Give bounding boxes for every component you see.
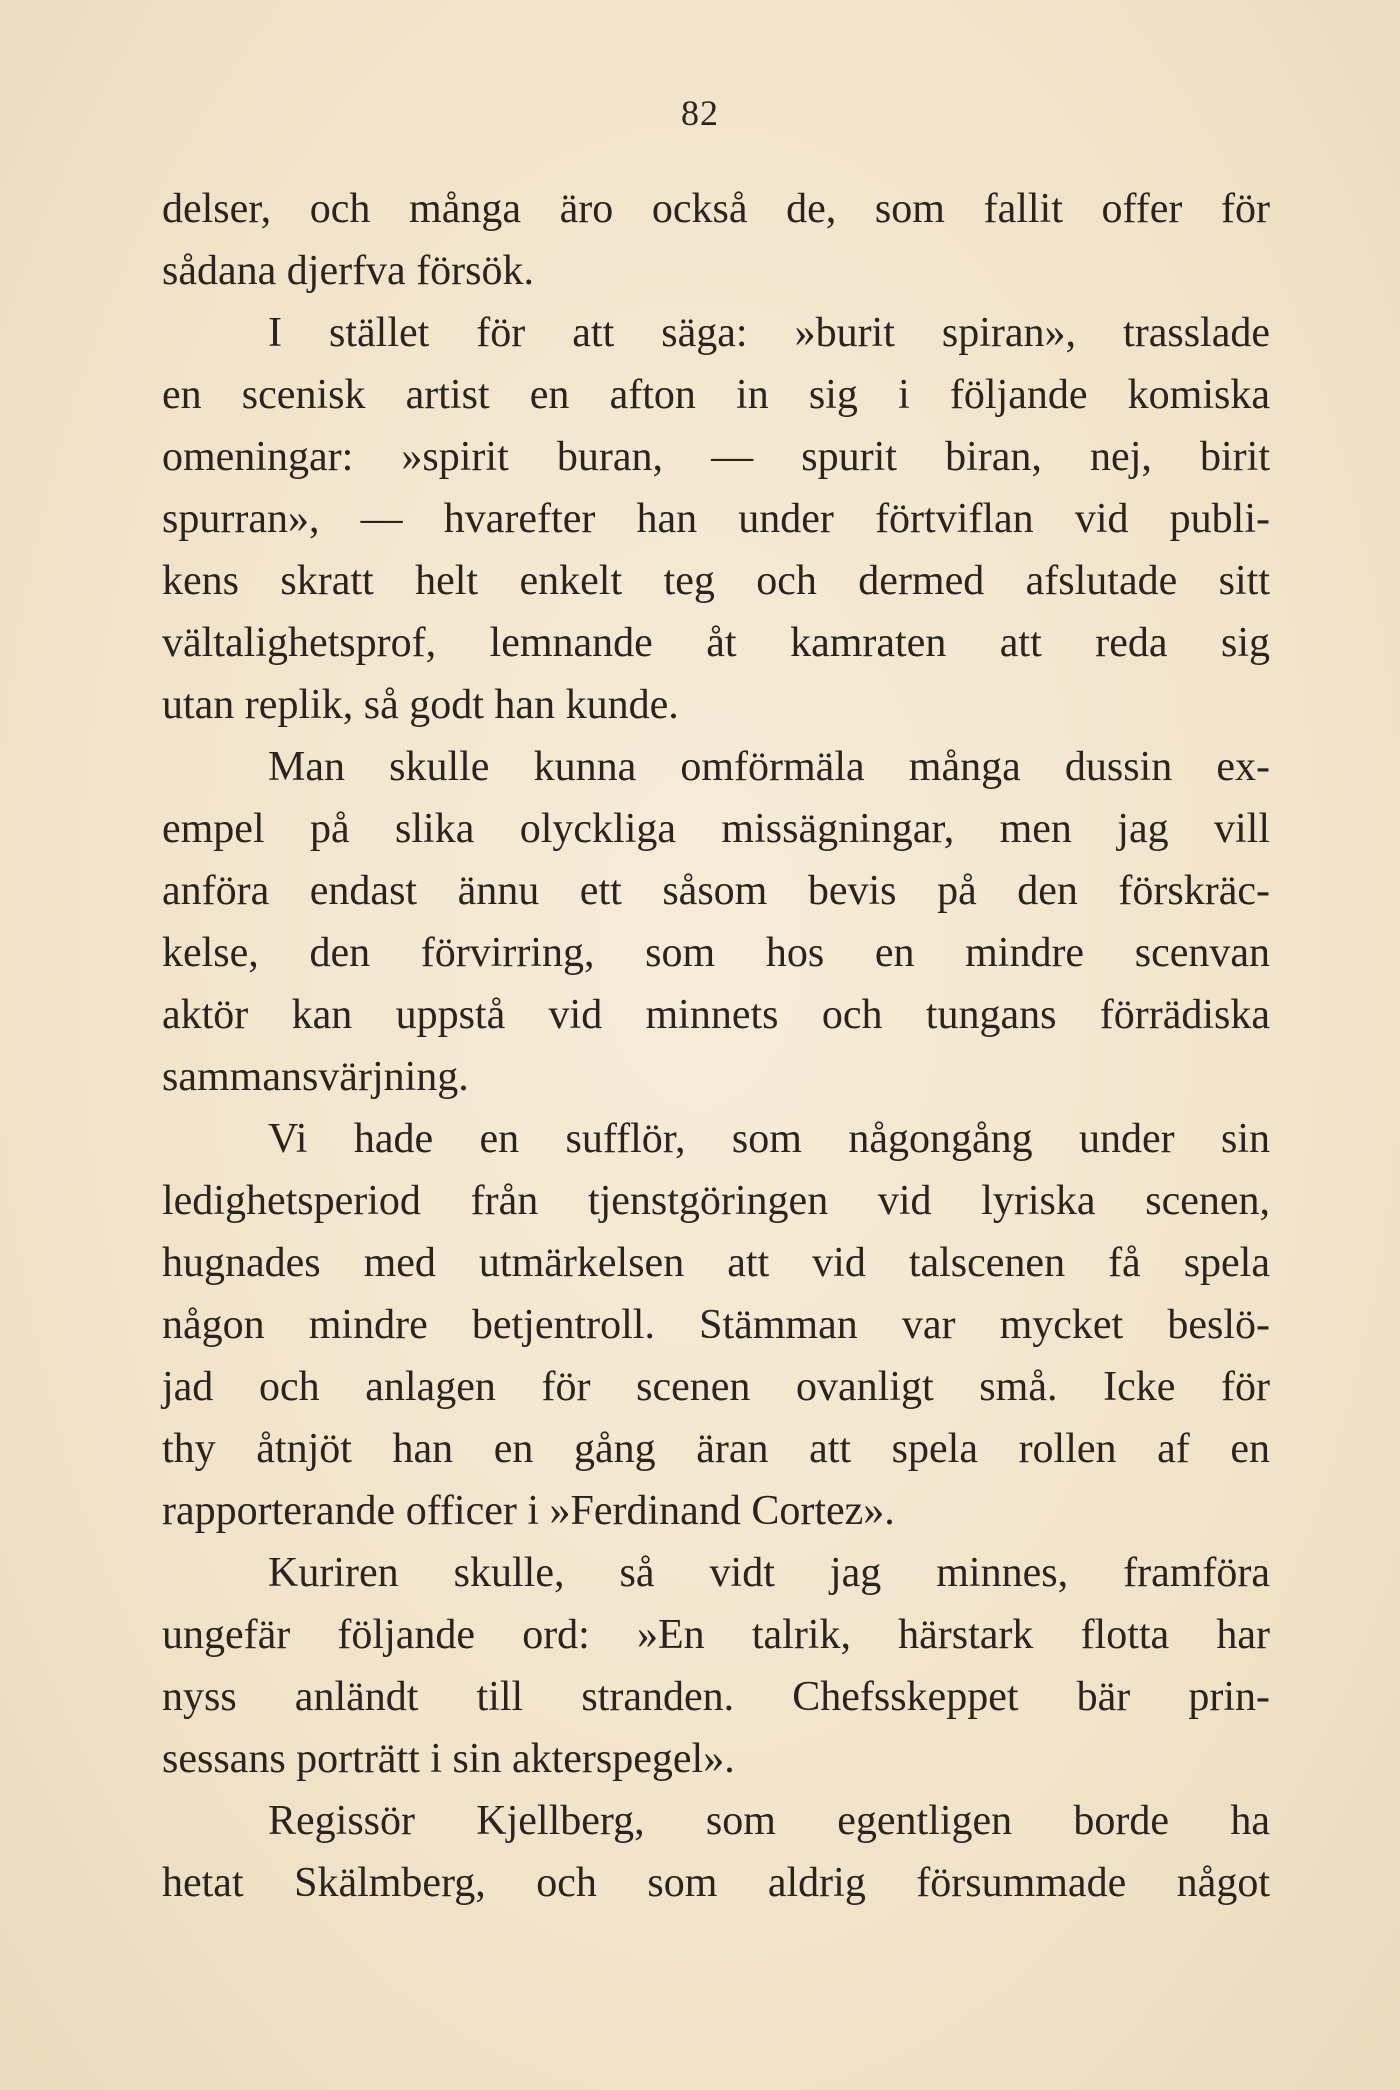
text-line: omeningar: »spirit buran, — spurit biran, nej, birit xyxy=(162,434,1270,480)
text-line: delser, och många äro också de, som fallit offer för xyxy=(162,186,1270,232)
text-line: Kuriren skulle, så vidt jag minnes, framföra xyxy=(268,1550,1270,1596)
text-line: empel på slika olyckliga missägningar, men jag vill xyxy=(162,806,1270,852)
text-line: sådana djerfva försök. xyxy=(162,248,535,294)
text-line: Vi hade en sufflör, som någongång under sin xyxy=(268,1116,1270,1162)
text-line: Man skulle kunna omförmäla många dussin ex- xyxy=(268,744,1270,790)
text-line: utan replik, så godt han kunde. xyxy=(162,682,679,728)
text-line: kelse, den förvirring, som hos en mindre scenvan xyxy=(162,930,1270,976)
text-line: nyss anländt till stranden. Chefsskeppet bär prin- xyxy=(162,1674,1270,1720)
text-line: hugnades med utmärkelsen att vid talscenen få spela xyxy=(162,1240,1270,1286)
text-line: thy åtnjöt han en gång äran att spela rollen af en xyxy=(162,1426,1270,1472)
text-line: sammansvärjning. xyxy=(162,1054,469,1100)
text-line: sessans porträtt i sin akterspegel». xyxy=(162,1736,735,1782)
text-line: ledighetsperiod från tjenstgöringen vid lyriska scenen, xyxy=(162,1178,1270,1224)
text-line: ungefär följande ord: »En talrik, härstark flotta har xyxy=(162,1612,1270,1658)
text-line: kens skratt helt enkelt teg och dermed afslutade sitt xyxy=(162,558,1270,604)
text-line: rapporterande officer i »Ferdinand Cortez». xyxy=(162,1488,895,1534)
body-text xyxy=(162,178,1270,1914)
text-line: aktör kan uppstå vid minnets och tungans förrädiska xyxy=(162,992,1270,1038)
text-line: vältalighetsprof, lemnande åt kamraten att reda sig xyxy=(162,620,1270,666)
page-number: 82 xyxy=(681,93,719,133)
text-line: spurran», — hvarefter han under förtviflan vid publi- xyxy=(162,496,1270,542)
text-line: anföra endast ännu ett såsom bevis på den förskräc- xyxy=(162,868,1270,914)
text-line: någon mindre betjentroll. Stämman var mycket beslö- xyxy=(162,1302,1270,1348)
text-line: hetat Skälmberg, och som aldrig försummade något xyxy=(162,1860,1270,1906)
text-line: en scenisk artist en afton in sig i följande komiska xyxy=(162,372,1270,418)
text-line: jad och anlagen för scenen ovanligt små. Icke för xyxy=(162,1364,1270,1410)
text-line: I stället för att säga: »burit spiran», trasslade xyxy=(268,310,1270,356)
text-line: Regissör Kjellberg, som egentligen borde ha xyxy=(268,1798,1270,1844)
